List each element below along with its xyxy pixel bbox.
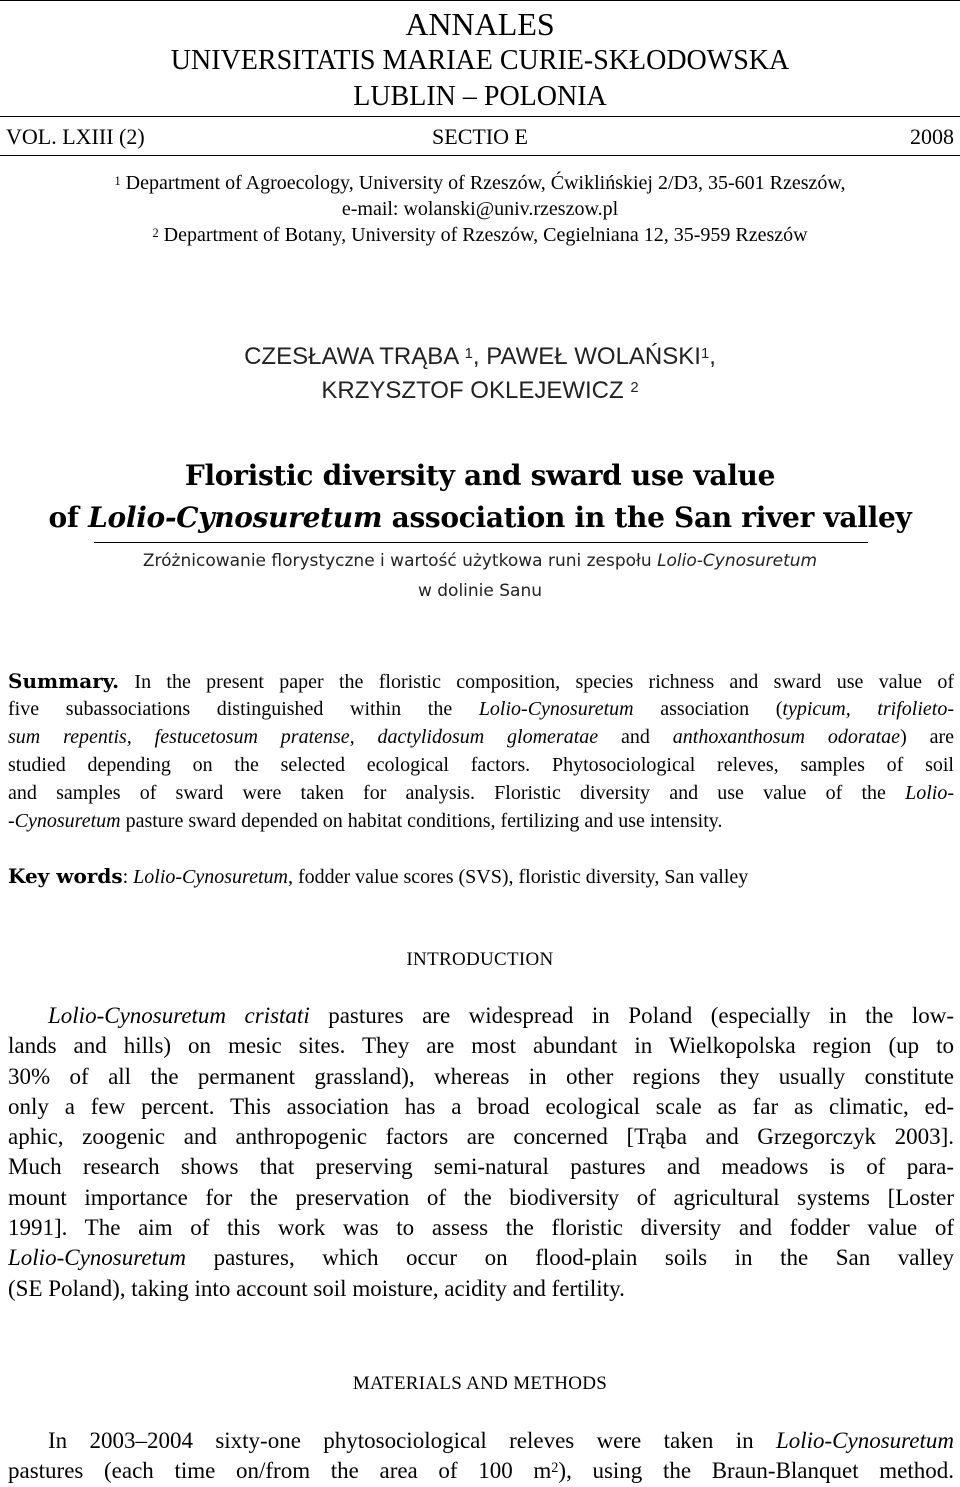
intro-taxon: Lolio-Cynosuretum cristati (48, 1003, 310, 1028)
intro-line-2: lands and hills) on mesic sites. They are most abundant in Wielkopolska region (up to (8, 1033, 954, 1059)
title-taxon: Lolio-Cynosuretum (88, 501, 383, 534)
summary-line-1-text: In the present paper the floristic composition, species richness and sward use value of (119, 671, 954, 693)
summary-taxon: Lolio-Cynosuretum (478, 698, 634, 720)
author-line-1 (0, 340, 960, 374)
intro-line-1-text: pastures are widespread in Poland (especially in the low- (309, 1003, 954, 1028)
summary-line-1 (8, 667, 954, 695)
methods-line-2 (8, 1456, 954, 1486)
author-2-name: , PAWEŁ WOLAŃSKI (472, 343, 701, 370)
summary-line-2-mid: association ( (633, 698, 783, 720)
summary-line-3 (8, 723, 954, 751)
summary-line-3-suffix: ) are (900, 726, 954, 748)
journal-masthead (0, 0, 960, 156)
intro-line-9 (8, 1243, 954, 1273)
heading-materials-methods: MATERIALS AND METHODS (352, 1373, 608, 1394)
section-label: SECTIO E (432, 124, 528, 149)
intro-line-7: mount importance for the preservation of the biodiversity of agricultural systems [Loster (8, 1184, 954, 1210)
summary-line-4: studied depending on the selected ecological factors. Phytosociological releves, samples of soil (8, 754, 954, 776)
article-title (0, 455, 960, 539)
intro-line-3: 30% of all the permanent grassland), whereas in other regions they usually constitute (8, 1063, 954, 1089)
title-line-1: Floristic diversity and sward use value (184, 459, 776, 492)
keywords-label: Key words (8, 864, 123, 888)
summary-line-3-mid: and (598, 726, 673, 748)
author-1-name: CZESŁAWA TRĄBA (244, 343, 465, 370)
summary-line-5-prefix: and samples of sward were taken for analysis. Floristic diversity and use value of the (8, 782, 906, 804)
volume-row (6, 124, 954, 150)
masthead-bottom-rule (0, 155, 960, 156)
summary-line-5-taxon: Lolio- (905, 782, 954, 804)
intro-line-10: (SE Poland), taking into account soil moisture, acidity and fertility. (8, 1275, 625, 1301)
intro-line-4: only a few percent. This association has a broad ecological scale as far as climatic, ed- (8, 1093, 954, 1119)
heading-introduction: INTRODUCTION (406, 949, 554, 970)
title-line-2-suffix: association in the San river valley (382, 501, 912, 534)
methods-taxon: Lolio-Cynosuretum (775, 1428, 954, 1453)
intro-line-6: Much research shows that preserving semi-natural pastures and meadows is of para- (8, 1154, 954, 1180)
summary-line-5 (8, 779, 954, 807)
journal-title-city: LUBLIN – POLONIA (353, 81, 607, 112)
author-3-mark: 2 (630, 380, 639, 397)
author-affiliations (0, 170, 960, 248)
intro-line-8: 1991]. The aim of this work was to assess the floristic diversity and fodder value of (8, 1215, 954, 1241)
methods-line-1-text: In 2003–2004 sixty-one phytosociological releves were taken in (48, 1428, 776, 1453)
affiliation-1-mark: 1 (114, 173, 121, 188)
affiliation-1-text: Department of Agroecology, University of Rzeszów, Ćwiklińskiej 2/D3, 35-601 Rzeszów, (120, 172, 846, 194)
methods-line-2-suffix: ), using the Braun-Blanquet method. (558, 1458, 954, 1484)
summary-paragraph (8, 667, 954, 835)
summary-subassociations-b: sum repentis, festucetosum pratense, dactylidosum glomeratae (8, 726, 599, 748)
summary-lead: Summary. (8, 669, 120, 693)
author-3-name: KRZYSZTOF OKLEJEWICZ (321, 377, 631, 404)
affiliation-2-mark: 2 (152, 225, 159, 240)
masthead-top-rule (0, 0, 960, 1)
journal-title-annales: ANNALES (405, 6, 555, 42)
keywords-taxon: Lolio-Cynosuretum (133, 866, 288, 888)
introduction-paragraph (8, 1001, 954, 1304)
polish-title-text: Zróżnicowanie florystyczne i wartość użytkowa runi zespołu (142, 551, 658, 571)
polish-title (0, 546, 960, 606)
affiliation-1-email: e-mail: wolanski@univ.rzeszow.pl (341, 198, 619, 220)
author-1-mark: 1 (464, 346, 473, 363)
author-list (0, 340, 960, 408)
methods-line-1 (8, 1426, 954, 1456)
methods-paragraph (8, 1426, 954, 1487)
summary-line-6-taxon: -Cynosuretum (8, 810, 121, 832)
polish-title-taxon: Lolio-Cynosuretum (657, 551, 818, 571)
intro-line-9-text: pastures, which occur on flood-plain soils in the San valley (186, 1245, 954, 1271)
intro-line-5: aphic, zoogenic and anthropogenic factors are concerned [Trąba and Grzegorczyk 2003]. (8, 1124, 954, 1150)
affiliation-2 (0, 222, 960, 248)
intro-line-9-taxon: Lolio-Cynosuretum (8, 1245, 187, 1271)
polish-title-line-2: w dolinie Sanu (417, 581, 543, 601)
methods-line-2-prefix: pastures (each time on/from the area of 100 m (8, 1458, 552, 1484)
affiliation-1 (0, 170, 960, 196)
title-line-2-prefix: of (48, 501, 89, 534)
volume-number: VOL. LXIII (2) (6, 124, 145, 149)
publication-year: 2008 (910, 124, 954, 149)
polish-title-line-1 (0, 546, 960, 576)
keywords (8, 862, 954, 891)
masthead-middle-rule (0, 116, 960, 117)
title-line-2 (0, 497, 960, 539)
journal-title-university: UNIVERSITATIS MARIAE CURIE-SKŁODOWSKA (170, 45, 790, 76)
summary-line-2 (8, 695, 954, 723)
author-line-2 (0, 374, 960, 408)
summary-line-2-prefix: five subassociations distinguished within the (8, 698, 479, 720)
intro-line-1 (8, 1001, 954, 1031)
summary-subassociations-a: typicum, trifolieto- (782, 698, 954, 720)
summary-subassociations-c: anthoxanthosum odoratae (672, 726, 901, 748)
summary-line-6 (8, 807, 954, 835)
methods-area-exponent: 2 (551, 1460, 559, 1477)
author-separator: , (709, 343, 716, 370)
title-underline-rule (94, 542, 868, 543)
affiliation-2-text: Department of Botany, University of Rzeszów, Cegielniana 12, 35-959 Rzeszów (158, 224, 808, 246)
author-2-mark: 1 (700, 346, 710, 363)
keywords-list: , fodder value scores (SVS), floristic diversity, San valley (287, 866, 749, 888)
summary-line-6-text: pasture sward depended on habitat conditions, fertilizing and use intensity. (120, 810, 723, 832)
keywords-colon: : (122, 866, 134, 888)
